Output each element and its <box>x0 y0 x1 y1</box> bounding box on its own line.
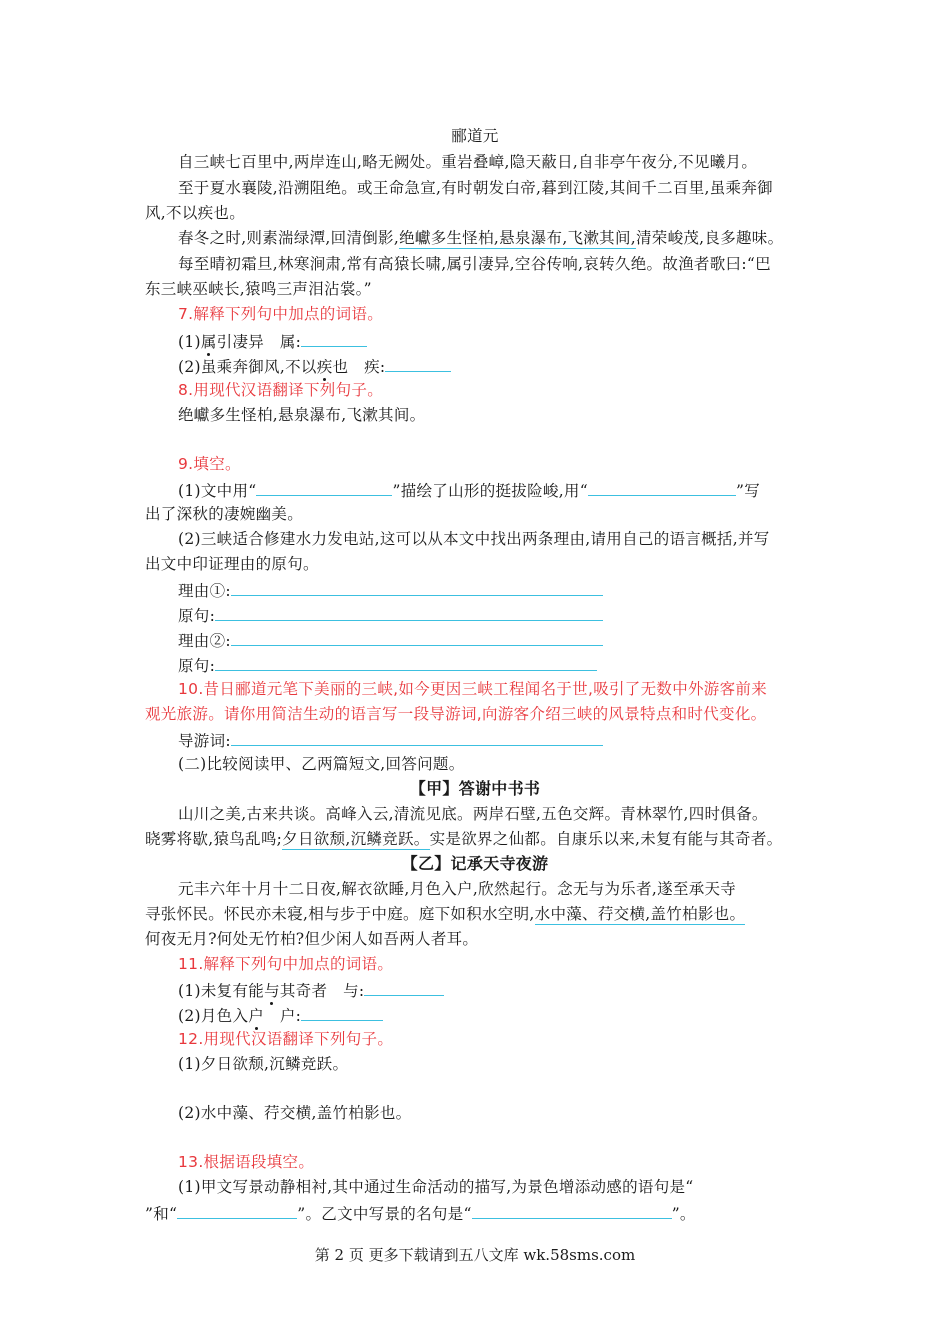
author-line: 郦道元 <box>451 127 499 145</box>
q13-line2 <box>145 1200 696 1226</box>
q7-i1-pre: (1) <box>178 333 201 351</box>
reason1-label: 理由①: <box>178 582 231 600</box>
q13-l2-a: ”和“ <box>145 1205 178 1223</box>
q8-title: 8.用现代汉语翻译下列句子。 <box>178 381 383 399</box>
orig2-blank[interactable] <box>215 652 597 671</box>
q9-s1d: 出了深秋的凄婉幽美。 <box>145 505 304 523</box>
q13-l2-b: ”。乙文中写景的名句是“ <box>297 1205 472 1223</box>
q9-s1 <box>178 477 760 503</box>
orig1-label: 原句: <box>178 607 216 625</box>
q13-title: 13.根据语段填空。 <box>178 1153 315 1171</box>
q9-reason1 <box>178 577 603 603</box>
q7-item2 <box>178 353 451 379</box>
q11-i2-answer-blank[interactable] <box>301 1002 383 1021</box>
q12-title: 12.用现代汉语翻译下列句子。 <box>178 1030 394 1048</box>
q9-s1-a: (1)文中用“ <box>178 482 257 500</box>
q7-i2-dotted: 疾 <box>316 358 333 376</box>
guide-label: 导游词: <box>178 732 231 750</box>
q12-s2: (2)水中藻、荇交横,盖竹柏影也。 <box>178 1104 412 1122</box>
q8-sentence: 绝巘多生怪柏,悬泉瀑布,飞漱其间。 <box>178 406 426 424</box>
q9-orig2 <box>178 652 597 678</box>
passage1-para2a: 至于夏水襄陵,沿溯阻绝。或王命急宣,有时朝发白帝,暮到江陵,其间千二百里,虽乘奔御 <box>178 179 773 197</box>
q9-orig1 <box>178 602 603 628</box>
q7-i1-post: 引凄异 属: <box>216 333 302 351</box>
yi-title: 【乙】记承天寺夜游 <box>401 854 549 873</box>
passage1-para1: 自三峡七百里中,两岸连山,略无阙处。重岩叠嶂,隐天蔽日,自非亭午夜分,不见曦月。 <box>178 153 758 171</box>
q7-i1-answer-blank[interactable] <box>301 328 367 347</box>
passage1-para4b: 东三峡巫峡长,猿鸣三声泪沾裳。” <box>145 280 372 298</box>
jia-l2-post: 实是欲界之仙都。自康乐以来,未复有能与其奇者。 <box>429 830 783 848</box>
q11-i2-post: 户: <box>264 1007 302 1025</box>
yi-l2-pre: 寻张怀民。怀民亦未寝,相与步于中庭。庭下如积水空明, <box>145 905 535 923</box>
para3-pre: 春冬之时,则素湍绿潭,回清倒影, <box>178 229 400 247</box>
q11-i2-dotted: 户 <box>248 1007 265 1025</box>
q7-title: 7.解释下列句中加点的词语。 <box>178 305 383 323</box>
q7-i2-post: 也 疾: <box>332 358 386 376</box>
q12-s1: (1)夕日欲颓,沉鳞竞跃。 <box>178 1055 349 1073</box>
q9-reason2 <box>178 627 603 653</box>
yi-line3: 何夜无月?何处无竹柏?但少闲人如吾两人者耳。 <box>145 930 479 948</box>
q10-title-b: 观光旅游。请你用简洁生动的语言写一段导游词,向游客介绍三峡的风景特点和时代变化。 <box>145 705 767 723</box>
reason2-blank[interactable] <box>231 627 603 646</box>
q7-i2-answer-blank[interactable] <box>385 353 451 372</box>
q13-blank2[interactable] <box>472 1200 672 1219</box>
q13-line1: (1)甲文写景动静相衬,其中通过生命活动的描写,为景色增添动感的语句是“ <box>178 1178 694 1196</box>
guide-blank[interactable] <box>231 727 603 746</box>
q10-title-a: 10.昔日郦道元笔下美丽的三峡,如今更因三峡工程闻名于世,吸引了无数中外游客前来 <box>178 680 768 698</box>
q11-item2 <box>178 1002 383 1028</box>
q9-blank2[interactable] <box>588 477 736 496</box>
para3-post: 清荣峻茂,良多趣味。 <box>635 229 784 247</box>
q7-item1 <box>178 328 367 354</box>
q10-answer <box>178 727 603 753</box>
q9-s2a: (2)三峡适合修建水力发电站,这可以从本文中找出两条理由,请用自己的语言概括,并写 <box>178 530 770 548</box>
reason1-blank[interactable] <box>231 577 603 596</box>
jia-l2-underlined: 夕日欲颓,沉鳞竞跃。 <box>282 830 430 848</box>
q9-s2b: 出文中印证理由的原句。 <box>145 555 319 573</box>
yi-line1: 元丰六年十月十二日夜,解衣欲睡,月色入户,欣然起行。念无与为乐者,遂至承天寺 <box>178 880 737 898</box>
yi-line2 <box>145 902 745 926</box>
q7-i1-dotted: 属 <box>200 333 217 351</box>
passage1-para4a: 每至晴初霜旦,林寒涧肃,常有高猿长啸,属引凄异,空谷传响,哀转久绝。故渔者歌曰:“巴 <box>178 255 771 273</box>
yi-l2-underlined: 水中藻、荇交横,盖竹柏影也。 <box>534 905 746 923</box>
q11-title: 11.解释下列句中加点的词语。 <box>178 955 394 973</box>
page-footer: 第 2 页 更多下载请到五八文库 wk.58sms.com <box>314 1246 636 1264</box>
q11-i1-pre: (1)未复有能 <box>178 982 265 1000</box>
reason2-label: 理由②: <box>178 632 231 650</box>
orig1-blank[interactable] <box>215 602 603 621</box>
q9-blank1[interactable] <box>256 477 392 496</box>
q9-title: 9.填空。 <box>178 455 241 473</box>
q11-i2-pre: (2)月色入 <box>178 1007 249 1025</box>
q11-i1-post: 其奇者 与: <box>279 982 365 1000</box>
jia-title: 【甲】答谢中书书 <box>409 779 541 798</box>
section2-heading: (二)比较阅读甲、乙两篇短文,回答问题。 <box>178 755 465 773</box>
passage1-para3 <box>178 226 783 250</box>
q13-l2-c: ”。 <box>671 1205 696 1223</box>
jia-l2-pre: 晓雾将歇,猿鸟乱鸣; <box>145 830 283 848</box>
jia-line1: 山川之美,古来共谈。高峰入云,清流见底。两岸石壁,五色交辉。青林翠竹,四时俱备。 <box>178 805 768 823</box>
q13-blank1[interactable] <box>177 1200 297 1219</box>
q11-item1 <box>178 977 444 1003</box>
q11-i1-dotted: 与 <box>264 982 280 1000</box>
q9-s1-b: ”描绘了山形的挺拔险峻,用“ <box>392 482 588 500</box>
orig2-label: 原句: <box>178 657 216 675</box>
passage1-para2b: 风,不以疾也。 <box>145 204 246 222</box>
para3-underlined: 绝巘多生怪柏,悬泉瀑布,飞漱其间, <box>399 229 636 247</box>
q9-s1-c: ”写 <box>735 482 760 500</box>
q11-i1-answer-blank[interactable] <box>364 977 444 996</box>
q7-i2-pre: (2)虽乘奔御风,不以 <box>178 358 317 376</box>
jia-line2 <box>145 827 782 851</box>
